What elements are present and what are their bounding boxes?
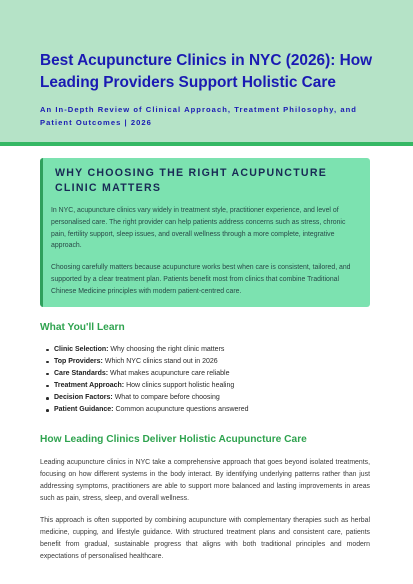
list-item — [46, 368, 413, 380]
callout-paragraph: In NYC, acupuncture clinics vary widely in treatment style, practitioner experience, and level of personalised care. The right provider can help patients address concerns such as stress, chronic pain, fertility support, sleep issues, and overall wellness through a more complete, integrative approach. — [51, 207, 346, 250]
list-item-label: Care Standards: — [54, 369, 109, 377]
list-item — [46, 404, 413, 416]
list-item-label: Patient Guidance: — [54, 406, 114, 414]
list-item — [46, 356, 413, 368]
page-subtitle: An In-Depth Review of Clinical Approach, Treatment Philosophy, and Patient Outcomes | 2026 — [40, 105, 357, 127]
callout-title: WHY CHOOSING THE RIGHT ACUPUNCTURE CLINIC MATTERS — [55, 167, 328, 194]
callout-paragraph: Choosing carefully matters because acupuncture works best when care is consistent, tailored, and supported by a clear treatment plan. Patients benefit most from clinics that combine Traditional Chinese Medicine principles with modern patient-centred care. — [51, 264, 351, 295]
list-item-text: What to compare before choosing — [112, 393, 220, 401]
deliver-heading: How Leading Clinics Deliver Holistic Acupuncture Care — [40, 434, 307, 446]
bullet-icon — [46, 385, 49, 388]
page-header — [0, 0, 413, 146]
bullet-icon — [46, 361, 49, 364]
list-item-text: What makes acupuncture care reliable — [108, 369, 230, 377]
list-item — [46, 344, 413, 356]
list-item-text: How clinics support holistic healing — [124, 381, 235, 389]
bullet-icon — [46, 349, 49, 352]
list-item-text: Which NYC clinics stand out in 2026 — [102, 357, 218, 365]
body-paragraph: Leading acupuncture clinics in NYC take a comprehensive approach that goes beyond isolated treatments, focusing on how different systems in the body interact. By identifying underlying patterns rather than just addressing symptoms, practitioners are able to support more balanced and lasting improvements in areas such as pain, stress, sleep, and overall wellness. — [40, 459, 370, 502]
bullet-icon — [46, 409, 49, 412]
list-item-label: Top Providers: — [54, 357, 103, 365]
page-title: Best Acupuncture Clinics in NYC (2026): How Leading Providers Support Holistic Care — [40, 52, 373, 91]
why-it-matters-callout — [40, 158, 370, 307]
bullet-icon — [46, 373, 49, 376]
list-item-label: Decision Factors: — [54, 393, 113, 401]
list-item-text: Common acupuncture questions answered — [113, 406, 249, 414]
list-item-label: Treatment Approach: — [54, 381, 125, 389]
list-item — [46, 392, 413, 404]
bullet-icon — [46, 397, 49, 400]
body-paragraph: This approach is often supported by combining acupuncture with complementary therapies such as herbal medicine, cupping, and lifestyle guidance. With structured treatment plans and consistent care, patients benefit from gradual, sustainable progress that aligns with both traditional principles and modern expectations of personalised healthcare. — [40, 517, 370, 560]
learn-heading: What You'll Learn — [40, 321, 125, 333]
learn-list — [0, 344, 413, 417]
list-item-label: Clinic Selection: — [54, 345, 109, 353]
list-item-text: Why choosing the right clinic matters — [108, 345, 225, 353]
list-item — [46, 380, 413, 392]
